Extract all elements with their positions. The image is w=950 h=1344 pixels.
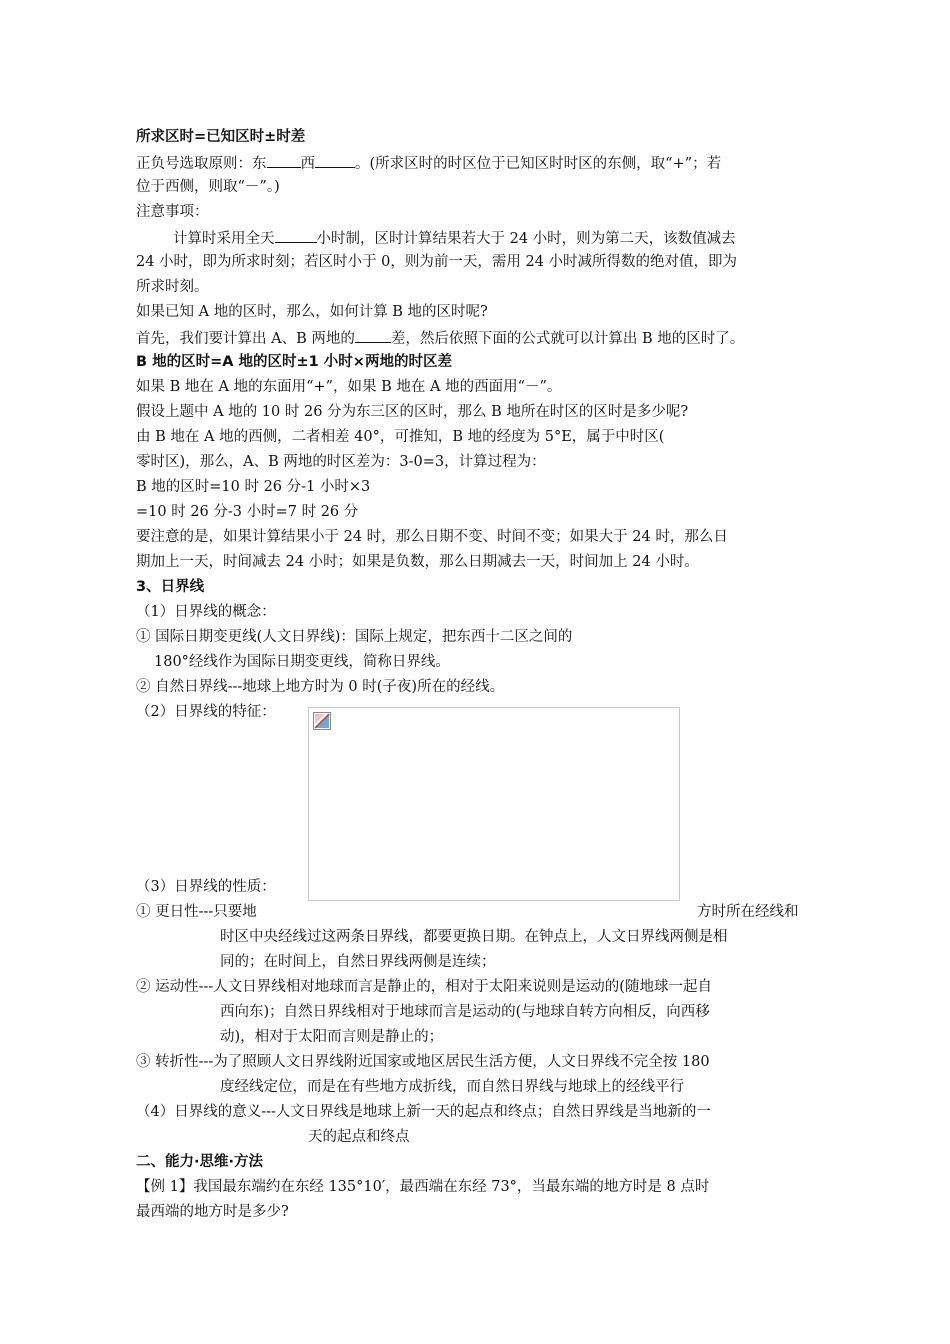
text-line: 24 小时，即为所求时刻；若区时小于 0，则为前一天，需用 24 小时减所得数的绝对值，即为 bbox=[136, 254, 738, 270]
text-line: 零时区)，那么，A、B 两地的时区差为：3-0=3，计算过程为： bbox=[136, 454, 546, 470]
text-line: 时区中央经线过这两条日界线，都要更换日期。在钟点上，人文日界线两侧是相 bbox=[220, 929, 728, 945]
text-span: 差，然后依照下面的公式就可以计算出 B 地的区时了。 bbox=[390, 331, 745, 347]
fill-blank bbox=[315, 151, 355, 168]
text-line: 如果已知 A 地的区时，那么，如何计算 B 地的区时呢? bbox=[136, 304, 488, 320]
text-span: 西 bbox=[300, 156, 315, 172]
text-line: 位于西侧，则取“－”。) bbox=[136, 179, 280, 195]
text-span: 正负号选取原则：东 bbox=[136, 156, 267, 172]
text-line: 天的起点和终点 bbox=[308, 1129, 410, 1145]
text-line: （3）日界线的性质： bbox=[136, 879, 276, 895]
text-line: （1）日界线的概念： bbox=[136, 604, 276, 620]
text-span: 。(所求区时的时区位于已知区时时区的东侧，取“+”；若 bbox=[355, 156, 722, 172]
text-line: ③ 转折性---为了照顾人文日界线附近国家或地区居民生活方便，人文日界线不完全按 180 bbox=[136, 1054, 710, 1070]
text-line: （2）日界线的特征： bbox=[136, 704, 276, 720]
fill-blank bbox=[275, 226, 317, 243]
text-line: ① 国际日期变更线(人文日界线)：国际上规定，把东西十二区之间的 bbox=[136, 629, 573, 645]
text-line: 动)，相对于太阳而言则是静止的； bbox=[220, 1029, 444, 1045]
image-placeholder bbox=[308, 707, 680, 901]
fill-blank bbox=[355, 326, 391, 343]
text-line: B 地的区时=10 时 26 分-1 小时×3 bbox=[136, 479, 371, 495]
text-line: 【例 1】我国最东端约在东经 135°10′，最西端在东经 73°，当最东端的地方时是 8 点时 bbox=[136, 1179, 710, 1195]
text-line: 方时所在经线和 bbox=[697, 904, 799, 920]
text-line: 要注意的是，如果计算结果小于 24 时，那么日期不变、时间不变；如果大于 24 时，那么日 bbox=[136, 529, 728, 545]
text-span: 小时制，区时计算结果若大于 24 小时，则为第二天，该数值减去 bbox=[316, 231, 736, 247]
text-line: 同的；在时间上，自然日界线两侧是连续； bbox=[220, 954, 496, 970]
formula-heading: B 地的区时=A 地的区时±1 小时×两地的时区差 bbox=[136, 354, 452, 370]
text-line: 由 B 地在 A 地的西侧，二者相差 40°，可推知，B 地的经度为 5°E，属于中时区( bbox=[136, 429, 665, 445]
text-line: ② 运动性---人文日界线相对地球而言是静止的，相对于太阳来说则是运动的(随地球一起自 bbox=[136, 979, 712, 995]
formula-heading: 所求区时=已知区时±时差 bbox=[136, 129, 306, 145]
broken-image-icon bbox=[313, 712, 331, 730]
text-line: 假设上题中 A 地的 10 时 26 分为东三区的区时，那么 B 地所在时区的区时是多少呢? bbox=[136, 404, 689, 420]
text-line: ② 自然日界线---地球上地方时为 0 时(子夜)所在的经线。 bbox=[136, 679, 505, 695]
text-line: ① 更日性---只要地 bbox=[136, 904, 257, 920]
text-line: 西向东)；自然日界线相对于地球而言是运动的(与地球自转方向相反，向西移 bbox=[220, 1004, 710, 1020]
text-line: 最西端的地方时是多少? bbox=[136, 1204, 289, 1220]
text-span: 计算时采用全天 bbox=[173, 231, 275, 247]
text-line bbox=[173, 226, 736, 250]
text-line: 期加上一天，时间减去 24 小时；如果是负数，那么日期减去一天，时间加上 24 小时。 bbox=[136, 554, 699, 570]
text-line: 如果 B 地在 A 地的东面用“+”，如果 B 地在 A 地的西面用“－”。 bbox=[136, 379, 562, 395]
text-line: 注意事项： bbox=[136, 204, 209, 220]
text-line: =10 时 26 分-3 小时=7 时 26 分 bbox=[136, 504, 359, 520]
section-heading: 3、日界线 bbox=[136, 579, 205, 595]
text-line: 180°经线作为国际日期变更线，简称日界线。 bbox=[154, 654, 450, 670]
text-line bbox=[136, 151, 721, 175]
text-line bbox=[136, 326, 744, 350]
fill-blank bbox=[267, 151, 301, 168]
text-line: （4）日界线的意义---人文日界线是地球上新一天的起点和终点；自然日界线是当地新的一 bbox=[136, 1104, 711, 1120]
text-span: 首先，我们要计算出 A、B 两地的 bbox=[136, 331, 355, 347]
text-line: 度经线定位，而是在有些地方成折线，而自然日界线与地球上的经线平行 bbox=[220, 1079, 684, 1095]
section-heading: 二、能力·思维·方法 bbox=[136, 1154, 264, 1170]
text-line: 所求时刻。 bbox=[136, 279, 209, 295]
